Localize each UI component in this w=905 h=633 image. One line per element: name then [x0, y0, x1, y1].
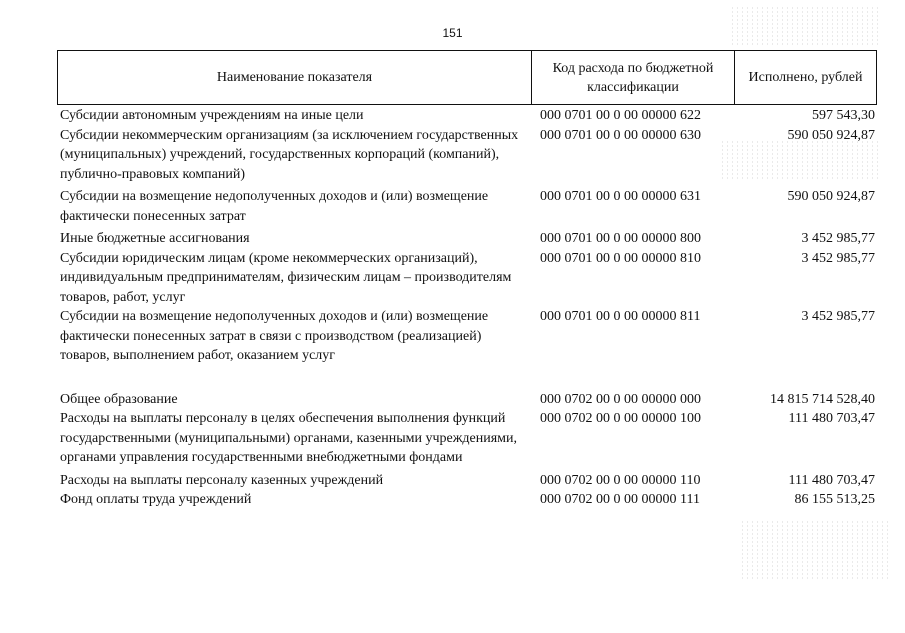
row-code: 000 0702 00 0 00 00000 000 [540, 391, 701, 407]
row-code: 000 0701 00 0 00 00000 622 [540, 108, 701, 123]
table-body [60, 106, 877, 510]
row-code: 000 0702 00 0 00 00000 110 [540, 472, 701, 488]
column-header-name: Наименование показателя [58, 51, 532, 104]
row-name: Субсидии на возмещение недополученных доходов и (или) возмещение фактически понесенных затрат в связи с производством (реализацией) товаров, выполнением работ, оказанием услуг [60, 309, 489, 363]
row-value: 111 480 703,47 [788, 472, 875, 488]
column-header-code: Код расхода по бюджетной классификации [532, 51, 735, 104]
table-row [60, 187, 877, 226]
row-name: Иные бюджетные ассигнования [60, 231, 250, 246]
row-gap [60, 366, 877, 390]
table-row [60, 229, 877, 249]
row-name: Субсидии некоммерческим организациям (за исключением государственных (муниципальных) учреждений, государственных корпораций (компаний), публично-правовых компаний) [60, 127, 519, 182]
row-name: Субсидии автономным учреждениям на иные цели [60, 108, 364, 123]
table-row [60, 249, 877, 308]
table-row [60, 471, 877, 491]
row-name: Субсидии юридическим лицам (кроме некоммерческих организаций), индивидуальным предпринимателям, физическим лицам – производителям товаров, работ, услуг [60, 250, 512, 305]
row-code: 000 0701 00 0 00 00000 810 [540, 250, 701, 266]
table-row [60, 307, 877, 366]
row-name: Субсидии на возмещение недополученных доходов и (или) возмещение фактически понесенных затрат [60, 189, 489, 224]
row-code: 000 0702 00 0 00 00000 100 [540, 411, 701, 426]
row-value: 86 155 513,25 [794, 492, 875, 507]
row-value: 3 452 985,77 [801, 309, 875, 324]
column-header-executed: Исполнено, рублей [748, 70, 863, 85]
table-row [60, 409, 877, 468]
row-value: 111 480 703,47 [788, 411, 875, 426]
row-code: 000 0701 00 0 00 00000 631 [540, 189, 701, 204]
row-code: 000 0702 00 0 00 00000 111 [540, 492, 700, 507]
row-value: 597 543,30 [812, 108, 875, 123]
row-value: 14 815 714 528,40 [770, 391, 875, 407]
row-name: Общее образование [60, 391, 178, 407]
row-code: 000 0701 00 0 00 00000 800 [540, 231, 701, 246]
table-row [60, 126, 877, 185]
row-name: Расходы на выплаты персоналу в целях обеспечения выполнения функций государственными (муниципальными) органами, казенными учреждениями, органами управления государственными внебюджетными фондами [60, 411, 517, 465]
row-value: 590 050 924,87 [787, 127, 875, 143]
row-value: 590 050 924,87 [787, 189, 875, 204]
row-name: Фонд оплаты труда учреждений [60, 492, 252, 507]
table-row [60, 390, 877, 410]
row-value: 3 452 985,77 [801, 231, 875, 246]
row-code: 000 0701 00 0 00 00000 811 [540, 309, 701, 324]
table-row [60, 106, 877, 126]
table-header [57, 50, 877, 105]
scan-noise [740, 520, 890, 580]
row-value: 3 452 985,77 [801, 250, 875, 266]
row-code: 000 0701 00 0 00 00000 630 [540, 127, 701, 143]
page-number: 151 [442, 26, 463, 40]
table-row [60, 490, 877, 510]
row-name: Расходы на выплаты персоналу казенных учреждений [60, 472, 384, 488]
